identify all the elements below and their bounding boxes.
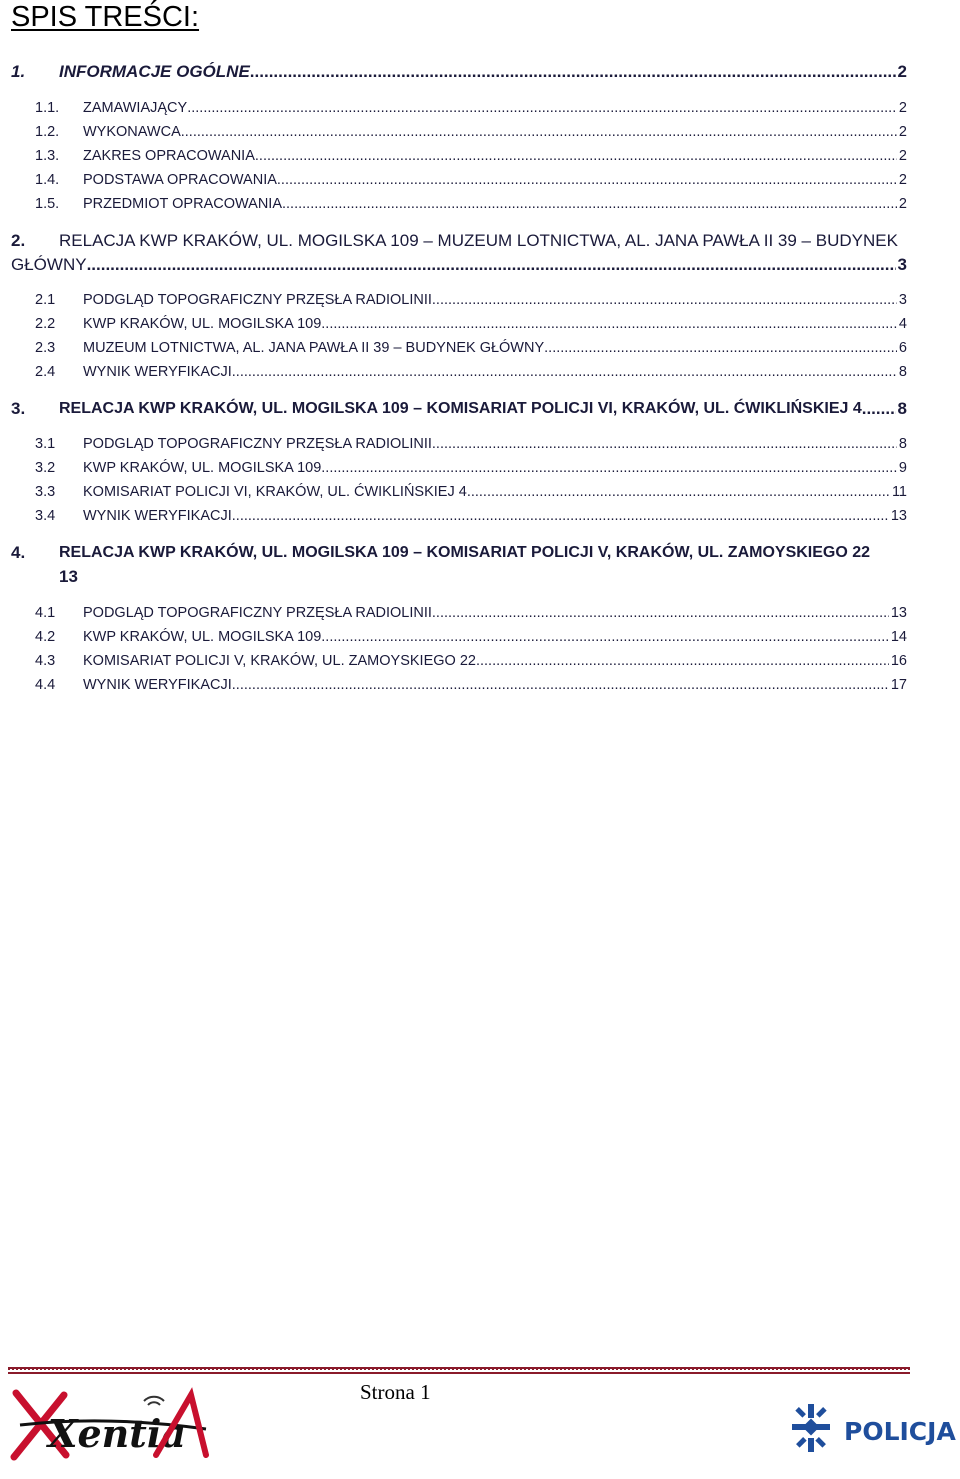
toc-entry-4-2[interactable] [11,627,907,647]
toc-number: 2.4 [35,364,56,380]
toc-entry-2[interactable] [11,230,907,252]
toc-title: MUZEUM LOTNICTWA, AL. JANA PAWŁA II 39 – BUDYNEK GŁÓWNY [83,340,545,356]
page-title: SPIS TREŚCI: [11,1,200,33]
toc-entry-1-1[interactable] [11,98,907,118]
toc-title: ZAMAWIAJĄCY [83,100,188,116]
toc-number: 2.2 [35,316,56,332]
toc-page: 2 [898,196,907,212]
toc-title: KOMISARIAT POLICJI V, KRAKÓW, UL. ZAMOYSKIEGO 22 [83,653,476,669]
toc-title: PODGLĄD TOPOGRAFICZNY PRZĘSŁA RADIOLINII [83,605,432,621]
toc-page: 16 [890,653,907,669]
toc-title: KWP KRAKÓW, UL. MOGILSKA 109 [83,316,322,332]
toc-entry-4-1[interactable] [11,603,907,623]
toc-entry-2-1[interactable] [11,290,907,310]
toc-number: 3.2 [35,460,56,476]
toc-leader [87,254,896,276]
toc-title: KWP KRAKÓW, UL. MOGILSKA 109 [83,629,322,645]
toc-entry-3-2[interactable] [11,458,907,478]
toc-number: 4.3 [35,653,56,669]
toc-entry-2-cont[interactable] [11,254,907,276]
toc-page: 2 [898,124,907,140]
toc-page: 13 [890,605,907,621]
toc-page: 8 [898,364,907,380]
toc-number: 1.5. [35,196,60,212]
toc-page: 2 [898,172,907,188]
policja-logo-text: POLICJA [844,1417,956,1446]
toc-number: 3.3 [35,484,56,500]
toc-leader [321,314,897,334]
toc-leader [282,194,897,214]
toc-page: 2 [898,148,907,164]
toc-title-continued: GŁÓWNY [11,255,87,274]
toc-number: 3.4 [35,508,56,524]
toc-number: 2.3 [35,340,56,356]
toc-leader [432,290,897,310]
toc-page: 8 [898,436,907,452]
toc-entry-4-page[interactable]: 13 [59,567,78,586]
footer-rule [8,1367,910,1374]
toc-entry-4-4[interactable] [11,675,907,695]
toc-entry-2-3[interactable] [11,338,907,358]
toc-leader [476,651,889,671]
toc-page: 8 [897,399,907,418]
toc-page: 2 [898,100,907,116]
toc-number: 4.4 [35,677,56,693]
xentia-logo [6,1385,216,1465]
toc-entry-3-1[interactable] [11,434,907,454]
toc-number: 2.1 [35,292,56,308]
toc-leader [232,675,889,695]
toc-leader [544,338,897,358]
toc-entry-1-2[interactable] [11,122,907,142]
toc-number: 4.2 [35,629,56,645]
toc-leader [181,122,897,142]
toc-title: PRZEDMIOT OPRACOWANIA [83,196,282,212]
toc-number: 3. [11,399,26,418]
toc-number: 1.4. [35,172,60,188]
toc-leader [467,482,890,502]
toc-title: RELACJA KWP KRAKÓW, UL. MOGILSKA 109 – KOMISARIAT POLICJI VI, KRAKÓW, UL. ĆWIKLIŃSKIEJ 4 [59,400,862,417]
toc-title: WYKONAWCA [83,124,181,140]
toc-page: 9 [898,460,907,476]
toc-title: RELACJA KWP KRAKÓW, UL. MOGILSKA 109 – MUZEUM LOTNICTWA, AL. JANA PAWŁA II 39 – BUDYNEK [59,231,898,250]
toc-leader [862,398,896,420]
toc-page: 3 [897,255,907,274]
toc-number: 4.1 [35,605,56,621]
toc-leader [250,61,896,83]
toc-entry-3-3[interactable] [11,482,907,502]
toc-leader [187,98,897,118]
toc-title: KOMISARIAT POLICJI VI, KRAKÓW, UL. ĆWIKLIŃSKIEJ 4 [83,484,467,500]
toc-entry-3-4[interactable] [11,506,907,526]
toc-title: WYNIK WERYFIKACJI [83,677,232,693]
toc-page: 3 [898,292,907,308]
toc-page: 2 [897,62,907,81]
toc-leader [232,362,897,382]
toc-page: 14 [890,629,907,645]
toc-leader [232,506,889,526]
toc-leader [321,458,897,478]
toc-entry-2-4[interactable] [11,362,907,382]
toc-page: 4 [898,316,907,332]
toc-entry-4-3[interactable] [11,651,907,671]
toc-number: 4. [11,543,26,562]
toc-entry-3[interactable] [11,398,907,420]
toc-title: RELACJA KWP KRAKÓW, UL. MOGILSKA 109 – KOMISARIAT POLICJI V, KRAKÓW, UL. ZAMOYSKIEGO 22 [59,544,871,561]
toc-entry-1-3[interactable] [11,146,907,166]
toc-number: 1. [11,62,26,81]
toc-leader [432,603,889,623]
toc-leader [432,434,897,454]
policja-logo [788,1400,958,1460]
toc-title: KWP KRAKÓW, UL. MOGILSKA 109 [83,460,322,476]
toc-entry-1[interactable] [11,61,907,83]
toc-number: 3.1 [35,436,56,452]
toc-title: PODGLĄD TOPOGRAFICZNY PRZĘSŁA RADIOLINII [83,436,432,452]
toc-page: 17 [890,677,907,693]
toc-number: 2. [11,231,26,250]
toc-number: 1.1. [35,100,60,116]
xentia-logo-text: Xentia [48,1411,186,1456]
toc-number: 1.2. [35,124,60,140]
toc-page: 6 [898,340,907,356]
toc-page: 13 [890,508,907,524]
footer-page-number: Strona 1 [360,1380,431,1404]
toc-entry-1-4[interactable] [11,170,907,190]
toc-number: 1.3. [35,148,60,164]
toc-title: PODGLĄD TOPOGRAFICZNY PRZĘSŁA RADIOLINII [83,292,432,308]
toc-entry-4[interactable] [11,542,907,564]
toc-title: ZAKRES OPRACOWANIA [83,148,255,164]
toc-entry-1-5[interactable] [11,194,907,214]
toc-title: PODSTAWA OPRACOWANIA [83,172,277,188]
toc-title: INFORMACJE OGÓLNE [59,62,250,81]
toc-title: WYNIK WERYFIKACJI [83,364,232,380]
toc-title: WYNIK WERYFIKACJI [83,508,232,524]
toc-leader [255,146,897,166]
toc-leader [277,170,897,190]
toc-page: 11 [891,484,907,500]
toc-leader [321,627,889,647]
toc-entry-2-2[interactable] [11,314,907,334]
